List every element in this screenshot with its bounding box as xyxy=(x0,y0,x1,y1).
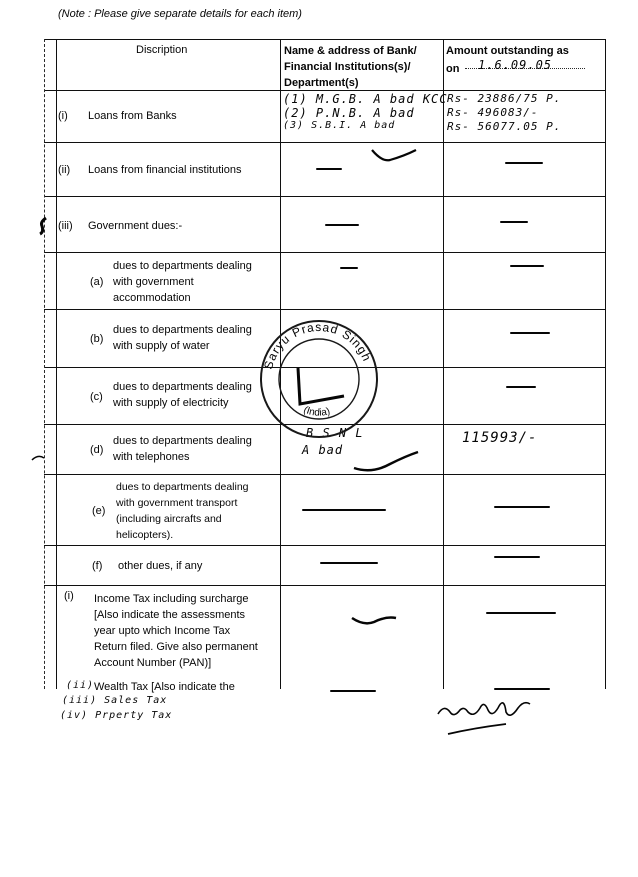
row-number: (i) xyxy=(64,590,74,602)
row-label-line: Income Tax including surcharge xyxy=(94,593,249,605)
table-col-rule xyxy=(605,39,606,689)
nil-dash xyxy=(340,267,358,269)
row-number: (c) xyxy=(90,391,103,403)
nil-dash xyxy=(302,509,386,511)
nil-dash xyxy=(316,168,342,170)
handwritten-amount-2: Rs- 496083/- xyxy=(447,106,539,119)
handwritten-sales-tax: (iii) Sales Tax xyxy=(62,695,168,706)
header-bank-line3: Department(s) xyxy=(284,77,359,89)
nil-dash xyxy=(320,562,378,564)
table-col-rule xyxy=(443,39,444,689)
handwritten-telephone-dept-1: B S N L xyxy=(306,426,364,440)
header-description: Discription xyxy=(136,44,188,56)
nil-dash xyxy=(510,265,544,267)
table-rule xyxy=(44,545,606,546)
handwritten-property-tax: (iv) Prperty Tax xyxy=(60,710,173,721)
svg-text:Saryu Prasad Singh xyxy=(261,320,374,371)
row-label: Government dues:- xyxy=(88,220,183,232)
row-label-line: accommodation xyxy=(113,292,191,304)
row-label-line: year upto which Income Tax xyxy=(94,625,231,637)
row-label-line: Return filed. Give also permanent xyxy=(94,641,258,653)
row-label: other dues, if any xyxy=(118,560,203,572)
handwritten-tick xyxy=(350,610,400,630)
row-label-line: (including aircrafts and xyxy=(116,513,222,525)
table-rule xyxy=(44,39,606,40)
header-amount-prefix: on xyxy=(446,63,460,75)
nil-dash xyxy=(486,612,556,614)
row-label-line: helicopters). xyxy=(116,529,174,541)
nil-dash xyxy=(325,224,359,226)
header-bank-line1: Name & address of Bank/ xyxy=(284,45,417,57)
row-label-line: dues to departments dealing xyxy=(113,381,252,393)
handwritten-tick xyxy=(352,446,422,476)
handwritten-telephone-dept-2: A bad xyxy=(302,443,344,457)
nil-dash xyxy=(510,332,550,334)
handwritten-telephone-amount: 115993/- xyxy=(462,430,538,446)
row-number: (i) xyxy=(58,110,68,122)
handwritten-amount-3: Rs- 56077.05 P. xyxy=(447,120,562,133)
header-amount-date: 1.6.09.05 xyxy=(478,58,553,72)
row-label-line: [Also indicate the assessments xyxy=(94,609,246,621)
row-number: (iii) xyxy=(58,220,73,232)
table-rule xyxy=(44,309,606,310)
row-label-line: with supply of electricity xyxy=(113,397,229,409)
nil-dash xyxy=(500,221,528,223)
row-label-line: dues to departments dealing xyxy=(113,260,252,272)
row-number: (b) xyxy=(90,333,104,345)
header-bank-line2: Financial Institutions(s)/ xyxy=(284,61,411,73)
row-number: (f) xyxy=(92,560,103,572)
row-label: Loans from Banks xyxy=(88,110,177,122)
handwritten-amount-1: Rs- 23886/75 P. xyxy=(447,92,562,105)
note-text: (Note : Please give separate details for each item) xyxy=(58,8,302,20)
row-label-line: dues to departments dealing xyxy=(113,324,252,336)
row-number: (d) xyxy=(90,444,104,456)
margin-mark xyxy=(36,216,52,236)
table-rule xyxy=(44,585,606,586)
table-rule xyxy=(44,142,606,143)
nil-dash xyxy=(506,386,536,388)
table-rule xyxy=(44,474,606,475)
official-seal-stamp xyxy=(256,316,382,442)
nil-dash xyxy=(330,690,376,692)
handwritten-bank-3: (3) S.B.I. A bad xyxy=(283,120,396,131)
handwritten-bank-1: (1) M.G.B. A bad KCC xyxy=(283,92,448,106)
margin-mark xyxy=(30,452,48,464)
seal-bottom-text: (India) xyxy=(301,404,332,419)
row-number: (ii) xyxy=(58,164,71,176)
nil-dash xyxy=(494,506,550,508)
row-label-line: with government transport xyxy=(116,497,238,509)
row-label-line: Account Number (PAN)] xyxy=(94,657,212,669)
table-rule xyxy=(44,196,606,197)
nil-dash xyxy=(494,556,540,558)
row-label: Wealth Tax [Also indicate the xyxy=(94,681,235,693)
nil-dash xyxy=(505,162,543,164)
row-label-line: with telephones xyxy=(113,451,190,463)
row-label-line: with government xyxy=(113,276,194,288)
row-label-line: dues to departments dealing xyxy=(113,435,252,447)
handwritten-tick xyxy=(370,146,420,166)
signature xyxy=(434,690,544,740)
handwritten-bank-2: (2) P.N.B. A bad xyxy=(283,106,415,120)
header-amount-line1: Amount outstanding as xyxy=(446,45,569,57)
row-number: (e) xyxy=(92,505,106,517)
row-number: (ii) xyxy=(66,680,95,691)
row-label-line: with supply of water xyxy=(113,340,210,352)
row-label: Loans from financial institutions xyxy=(88,164,242,176)
table-rule xyxy=(44,252,606,253)
row-number: (a) xyxy=(90,276,104,288)
row-label-line: dues to departments dealing xyxy=(116,481,249,493)
table-left-edge xyxy=(44,39,45,689)
table-col-rule xyxy=(56,39,57,689)
seal-top-text: Saryu Prasad Singh xyxy=(261,319,375,371)
